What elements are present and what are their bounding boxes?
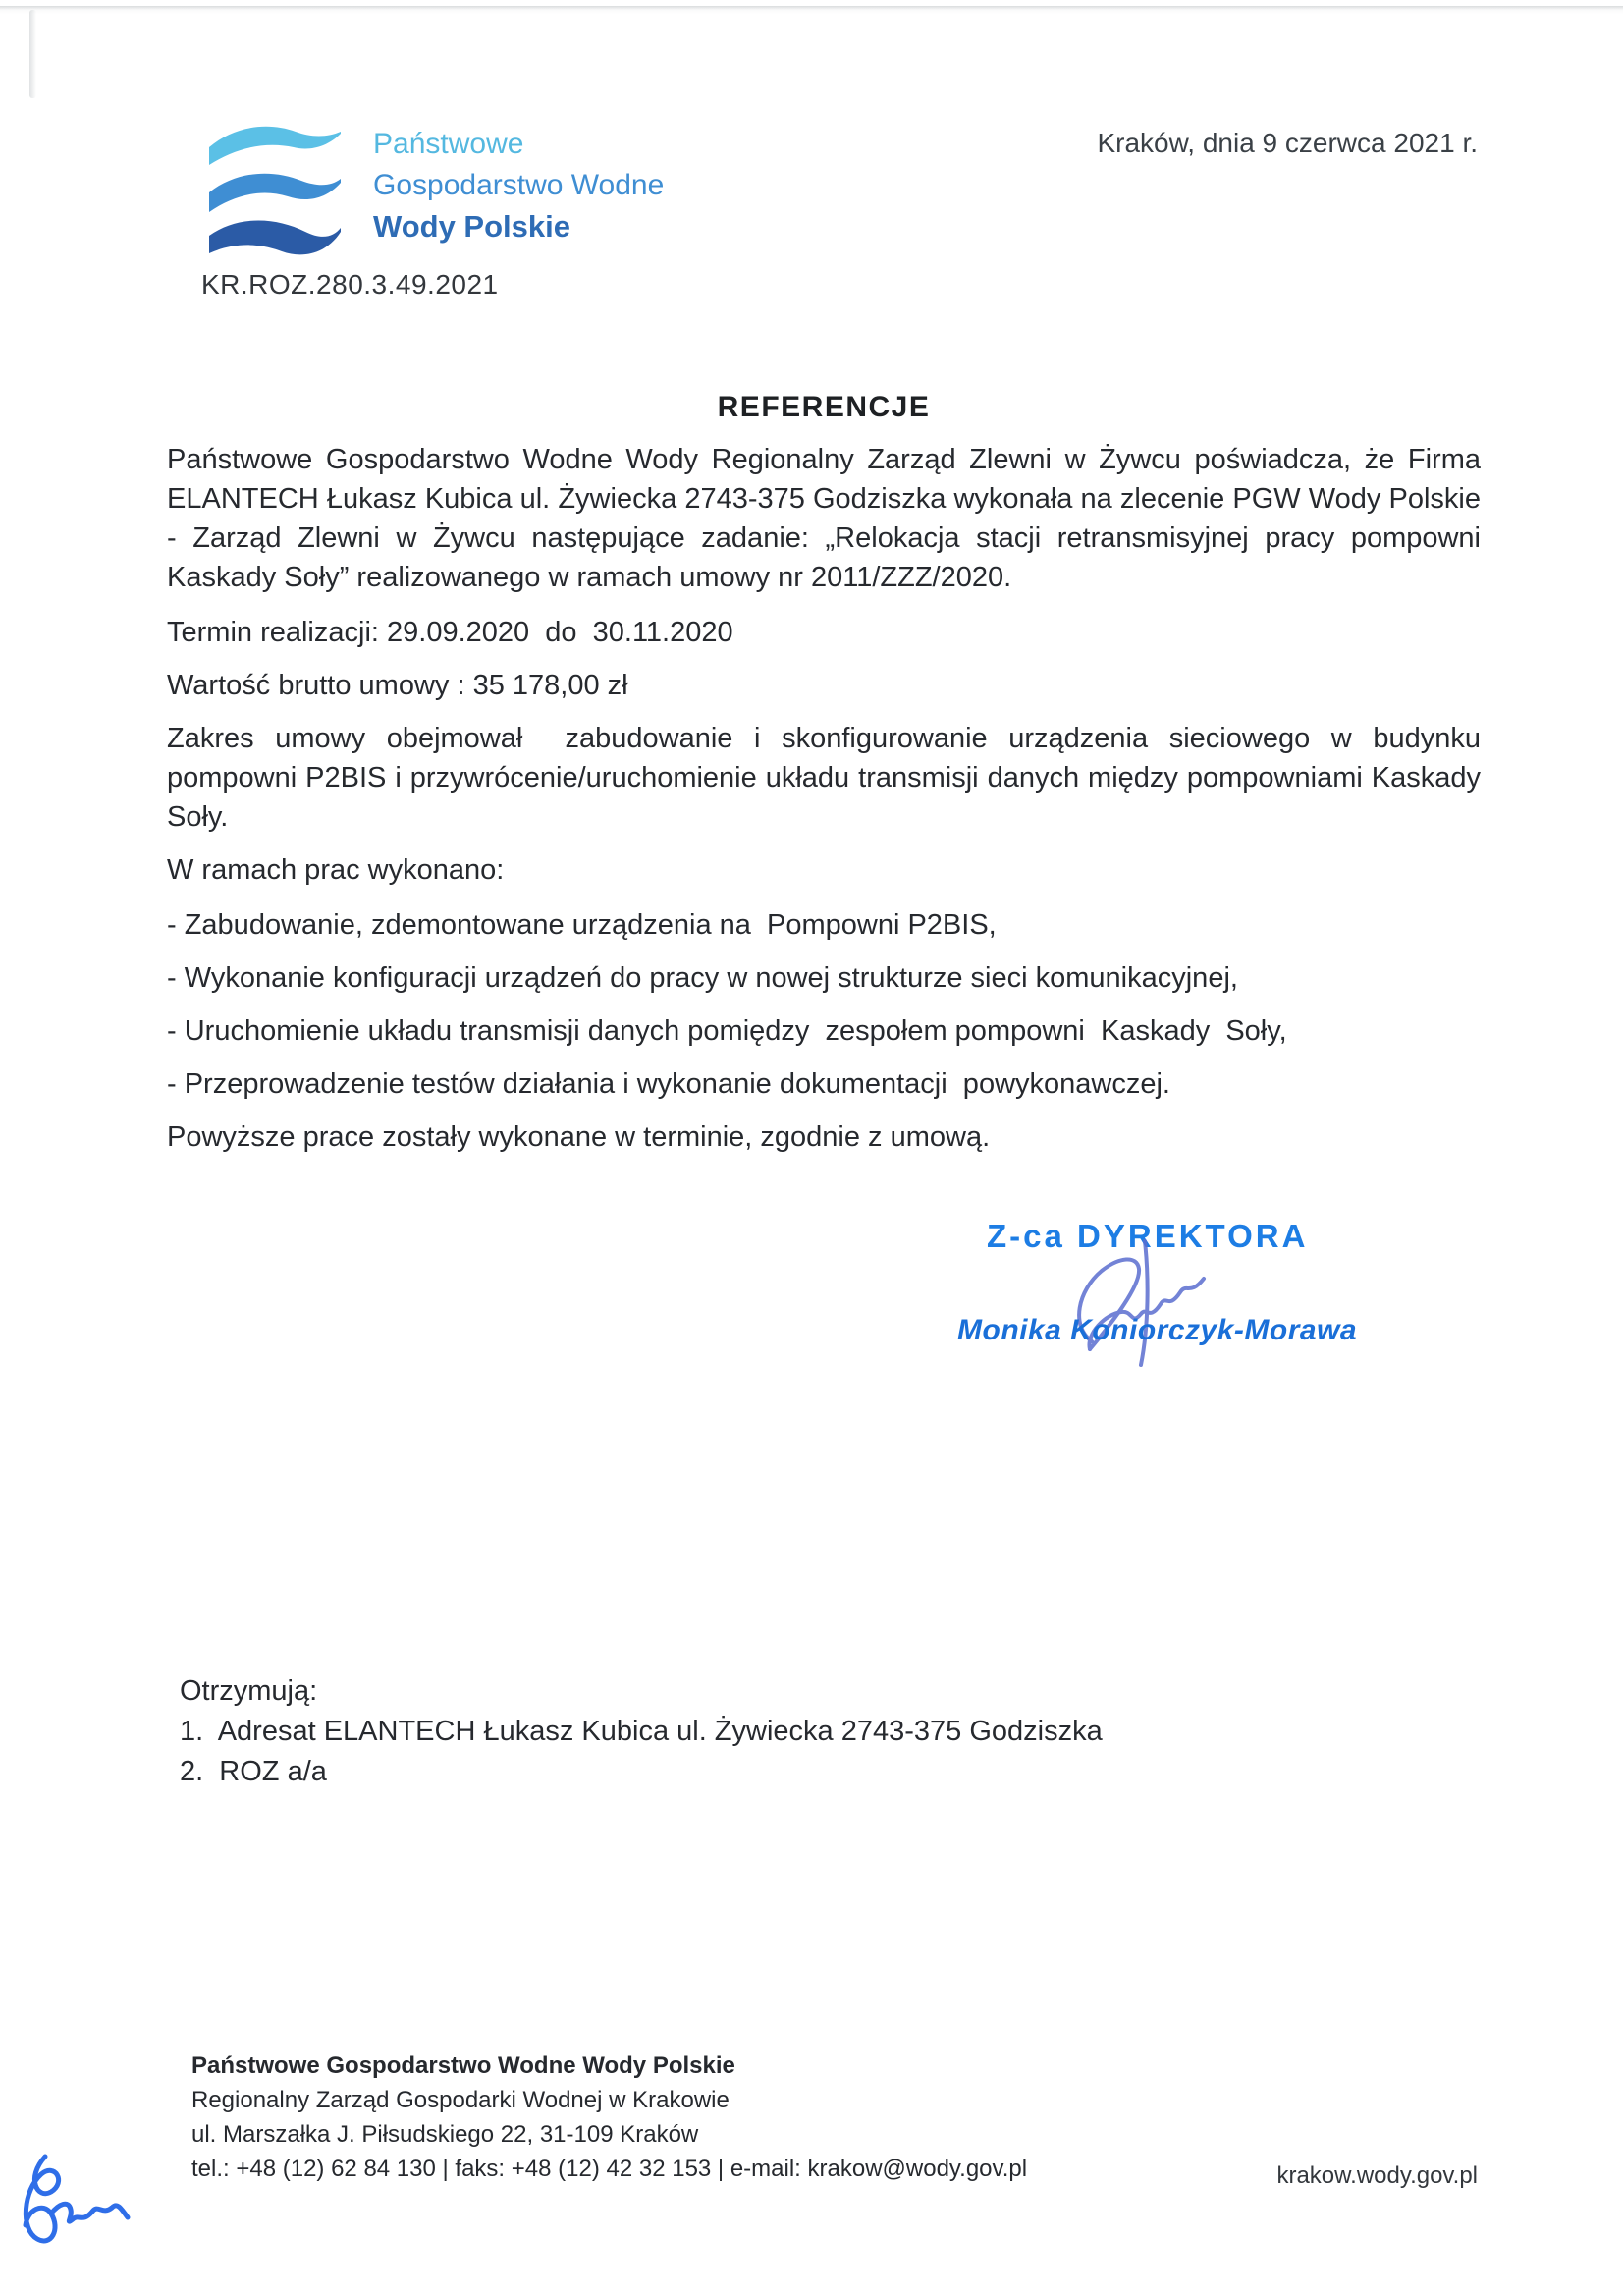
- footer-address-block: [191, 2049, 1027, 2186]
- document-title: REFERENCJE: [717, 391, 931, 423]
- bottom-left-paraph: [8, 2153, 131, 2290]
- waves-icon: [201, 112, 349, 259]
- footer-website: krakow.wody.gov.pl: [1276, 2162, 1478, 2189]
- footer-street-address: ul. Marszałka J. Piłsudskiego 22, 31-109 Kraków: [191, 2121, 699, 2148]
- recipients-heading: Otrzymują:: [180, 1675, 318, 1707]
- wody-polskie-logo: [201, 112, 349, 264]
- logo-line-panstwowe: Państwowe: [373, 128, 524, 160]
- work-item-1: - Zabudowanie, zdemontowane urządzenia na Pompowni P2BIS,: [167, 909, 997, 941]
- closing-statement: Powyższe prace zostały wykonane w terminie, zgodnie z umową.: [167, 1121, 991, 1153]
- signature-block: [957, 1218, 1419, 1414]
- work-list-heading: W ramach prac wykonano:: [167, 854, 505, 886]
- signature-ink-icon: [1051, 1231, 1257, 1369]
- work-item-4: - Przeprowadzenie testów działania i wykonanie dokumentacji powykonawczej.: [167, 1068, 1170, 1100]
- recipient-item-1: 1. Adresat ELANTECH Łukasz Kubica ul. Żywiecka 2743-375 Godziszka: [180, 1716, 1103, 1747]
- scan-artifact-left: [29, 10, 36, 98]
- signer-name: Monika Koniorczyk-Morawa: [957, 1314, 1358, 1346]
- footer-org-branch: Regionalny Zarząd Gospodarki Wodnej w Krakowie: [191, 2087, 730, 2113]
- gross-value: Wartość brutto umowy : 35 178,00 zł: [167, 670, 628, 701]
- footer-org-name: Państwowe Gospodarstwo Wodne Wody Polskie: [191, 2052, 735, 2079]
- reference-number: KR.ROZ.280.3.49.2021: [201, 269, 499, 300]
- footer-contact-line: tel.: +48 (12) 62 84 130 | faks: +48 (12) 42 32 153 | e-mail: krakow@wody.gov.pl: [191, 2156, 1028, 2182]
- logo-line-gospodarstwo: Gospodarstwo Wodne: [373, 169, 665, 201]
- recipient-item-2: 2. ROZ a/a: [180, 1756, 327, 1787]
- logo-wordmark: [373, 124, 664, 247]
- logo-line-wody-polskie: Wody Polskie: [373, 209, 570, 244]
- scan-artifact-top: [0, 6, 1623, 14]
- recipients-section: [180, 1671, 1103, 1792]
- date-line: Kraków, dnia 9 czerwca 2021 r.: [1097, 128, 1478, 158]
- scope-paragraph: Zakres umowy obejmował zabudowanie i skonfigurowanie urządzenia sieciowego w budynku pompowni P2BIS i przywrócenie/uruchomienie układu transmisji danych między pompowniami Kaskady Soły.: [167, 723, 1489, 833]
- work-item-3: - Uruchomienie układu transmisji danych pomiędzy zespołem pompowni Kaskady Soły,: [167, 1015, 1287, 1047]
- work-item-2: - Wykonanie konfiguracji urządzeń do pracy w nowej strukturze sieci komunikacyjnej,: [167, 962, 1238, 994]
- signer-role-stamp: Z-ca DYREKTORA: [987, 1218, 1309, 1254]
- letter-body: [167, 440, 1489, 1171]
- paraph-ink-icon: [8, 2153, 131, 2285]
- intro-paragraph: Państwowe Gospodarstwo Wodne Wody Regionalny Zarząd Zlewni w Żywcu poświadcza, że Firma ELANTECH Łukasz Kubica ul. Żywiecka 2743-375 Godziszka wykonała na zlecenie PGW Wody Polskie - Zarząd Zlewni w Żywcu następujące zadanie: „Relokacja stacji retransmisyjnej pracy pompowni Kaskady Soły” realizowanego w ramach umowy nr 2011/ZZZ/2020.: [167, 444, 1489, 593]
- completion-dates: Termin realizacji: 29.09.2020 do 30.11.2020: [167, 617, 733, 648]
- handwritten-signature: [1051, 1231, 1257, 1374]
